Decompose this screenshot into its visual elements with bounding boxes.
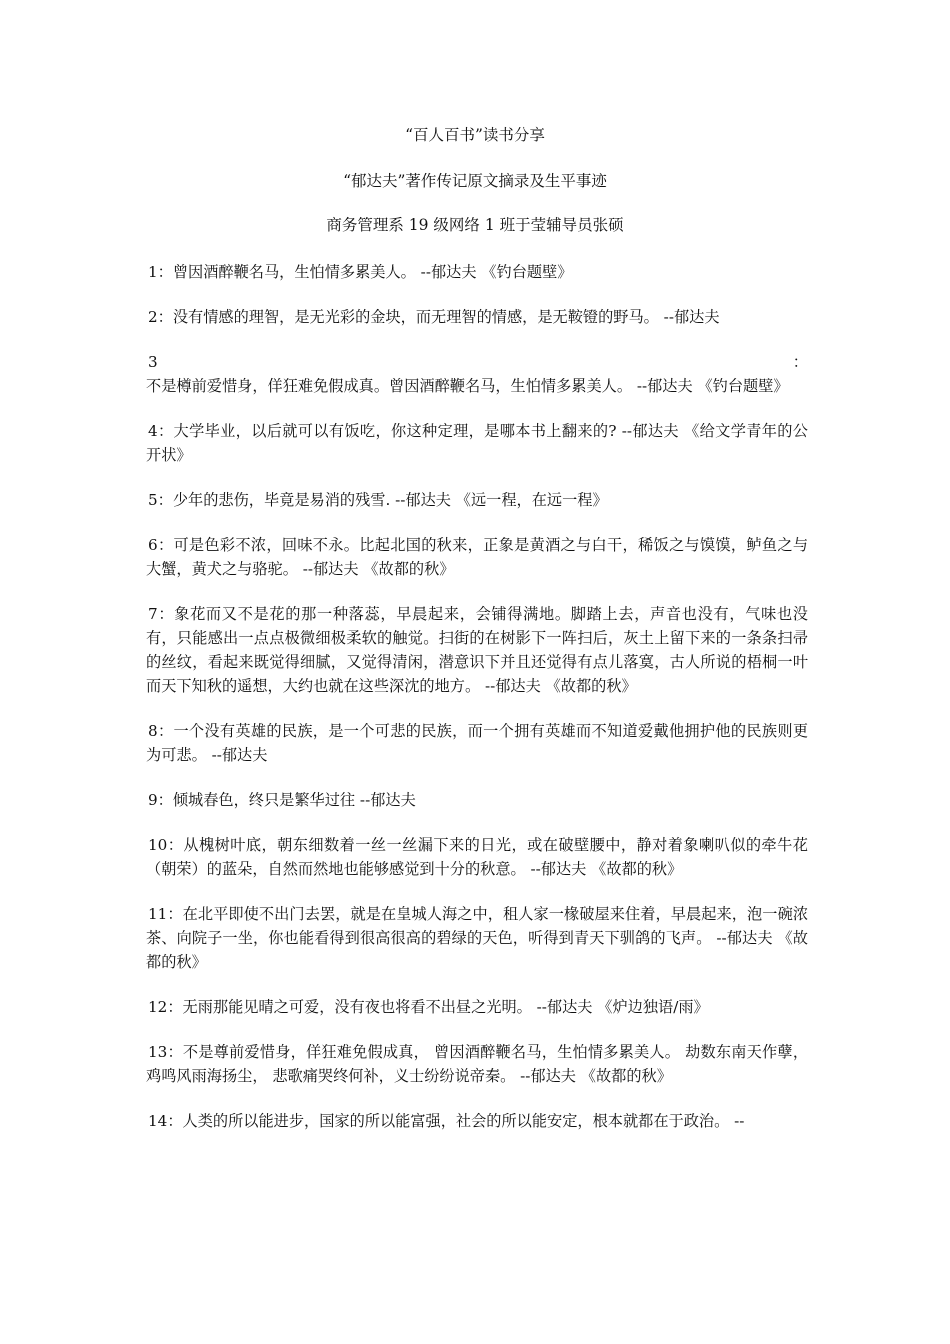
quote-number: 8： [148, 722, 174, 740]
quote-item [146, 533, 808, 581]
quote-number: 1： [148, 263, 173, 281]
quote-number: 10： [148, 836, 184, 854]
quote-number: 12： [148, 998, 183, 1016]
quote-text: 可是色彩不浓，回味不永。比起北国的秋来，正象是黄酒之与白干，稀饭之与馍馍，鲈鱼之与大蟹，黄犬之与骆驼。 --郁达夫 《故都的秋》 [146, 536, 809, 578]
quote-item [146, 833, 808, 881]
quote-text: 倾城春色，终只是繁华过往 --郁达夫 [172, 791, 416, 809]
quote-item [146, 788, 808, 812]
quote-number: 4： [148, 422, 174, 440]
quote-text: 不是尊前爱惜身，佯狂难免假成真， 曾因酒醉鞭名马，生怕情多累美人。 劫数东南天作孽，鸡鸣风雨海扬尘， 悲歌痛哭终何补，义士纷纷说帝秦。 --郁达夫 《故都的秋》 [146, 1043, 809, 1085]
quote-text: 在北平即使不出门去罢，就是在皇城人海之中，租人家一椽破屋来住着，早晨起来，泡一碗浓茶、向院子一坐，你也能看得到很高很高的碧绿的天色，听得到青天下驯鸽的飞声。 --郁达夫 《故都的秋》 [146, 905, 809, 971]
quote-text: 无雨那能见晴之可爱，没有夜也将看不出昼之光明。 --郁达夫 《炉边独语/雨》 [182, 998, 709, 1016]
quote-number: 2： [148, 308, 173, 326]
quote-number: 14： [148, 1112, 183, 1130]
quote-text: 少年的悲伤，毕竟是易消的残雪. --郁达夫 《远一程，在远一程》 [172, 491, 608, 509]
quote-text: 不是樽前爱惜身，佯狂难免假成真。曾因酒醉鞭名马，生怕情多累美人。 --郁达夫 《钓台题壁》 [146, 377, 789, 395]
quote-text: 象花而又不是花的那一种落蕊，早晨起来，会铺得满地。脚踏上去，声音也没有，气味也没有，只能感出一点点极微细极柔软的触觉。扫街的在树影下一阵扫后，灰土上留下来的一条条扫帚的丝纹，看起来既觉得细腻，又觉得清闲，潜意识下并且还觉得有点儿落寞，古人所说的梧桐一叶而天下知秋的遥想，大约也就在这些深沈的地方。 --郁达夫 《故都的秋》 [146, 605, 808, 695]
quote-item [146, 419, 808, 467]
quote-number: 5： [148, 491, 173, 509]
quote-item [146, 350, 808, 398]
quote-number: 13： [148, 1043, 183, 1061]
document-title: “百人百书”读书分享 [405, 126, 545, 144]
quote-item [146, 719, 808, 767]
quote-item [146, 902, 808, 974]
quote-item [146, 305, 808, 329]
quote-text: 没有情感的理智，是无光彩的金块，而无理智的情感，是无鞍镫的野马。 --郁达夫 [172, 308, 720, 326]
quotes-list [146, 260, 808, 1154]
quote-number: 6： [148, 536, 174, 554]
quote-item [146, 260, 808, 284]
quote-item [146, 1040, 808, 1088]
quote-item [146, 488, 808, 512]
quote-text: 一个没有英雄的民族，是一个可悲的民族，而一个拥有英雄而不知道爱戴他拥护他的民族则更为可悲。 --郁达夫 [146, 722, 809, 764]
quote-number: 11： [148, 905, 183, 923]
quote-number: 3： [148, 353, 808, 371]
author-line: 商务管理系 19 级网络 1 班于莹辅导员张硕 [326, 216, 624, 234]
quote-number: 7： [148, 605, 175, 623]
quote-text: 从槐树叶底，朝东细数着一丝一丝漏下来的日光，或在破壁腰中，静对着象喇叭似的牵牛花（朝荣）的蓝朵，自然而然地也能够感觉到十分的秋意。 --郁达夫 《故都的秋》 [146, 836, 808, 878]
quote-item [146, 602, 808, 698]
quote-text: 人类的所以能进步，国家的所以能富强，社会的所以能安定，根本就都在于政治。 -- [182, 1112, 745, 1130]
quote-item [146, 1109, 808, 1133]
quote-text: 曾因酒醉鞭名马，生怕情多累美人。 --郁达夫 《钓台题壁》 [172, 263, 573, 281]
quote-number: 9： [148, 791, 173, 809]
document-subtitle: “郁达夫”著作传记原文摘录及生平事迹 [343, 172, 607, 190]
quote-item [146, 995, 808, 1019]
quote-text: 大学毕业，以后就可以有饭吃，你这种定理，是哪本书上翻来的? --郁达夫 《给文学青年的公开状》 [146, 422, 808, 464]
